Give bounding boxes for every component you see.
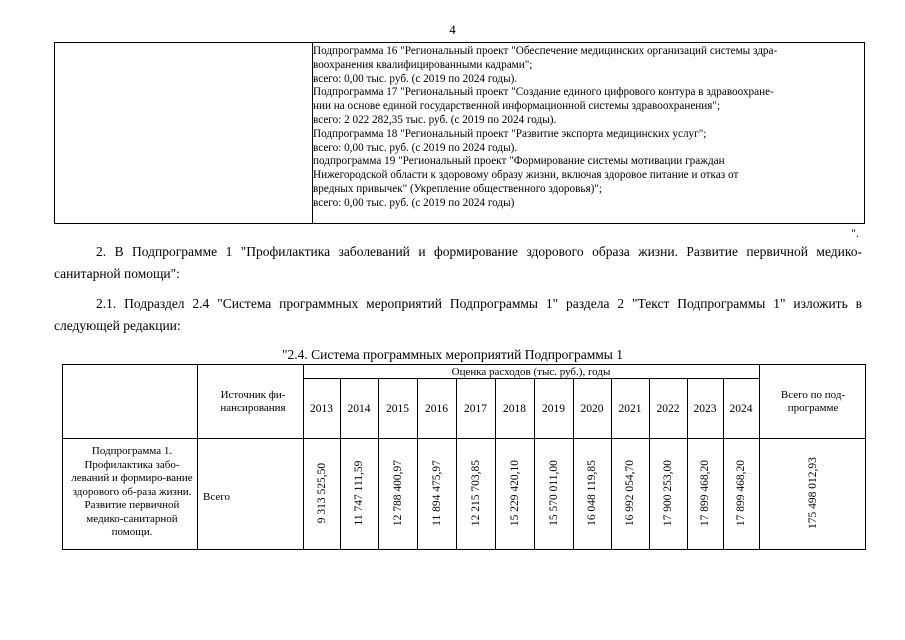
row-total: 175 498 012,93 [807, 457, 819, 529]
text-line: Нижегородской области к здоровому образу жизни, включая здоровое питание и отказ от [313, 169, 739, 182]
year-value: 15 229 420,10 [508, 459, 521, 527]
header-total: Всего по под-программе [780, 389, 846, 414]
year-value: 11 894 475,97 [430, 460, 443, 526]
year-header: 2021 [618, 403, 642, 415]
year-header: 2020 [580, 403, 604, 415]
table-title: "2.4. Система программных мероприятий Подпрограммы 1 [281, 347, 623, 362]
page-number: 4 [449, 22, 456, 37]
year-header: 2015 [386, 403, 409, 415]
text-line: всего: 0,00 тыс. руб. (с 2019 по 2024 годы). [313, 141, 518, 154]
year-value: 17 899 468,20 [699, 459, 711, 527]
text-line: всего: 0,00 тыс. руб. (с 2019 по 2024 годы) [313, 196, 515, 209]
empty-left-cell [55, 43, 313, 223]
year-header: 2016 [425, 403, 448, 415]
year-header: 2014 [347, 403, 371, 415]
header-costs: Оценка расходов (тыс. руб.), годы [451, 366, 611, 378]
text-line: воохранения квалифицированными кадрами"; [313, 58, 533, 71]
year-value: 17 899 468,20 [735, 459, 747, 527]
text-line: всего: 0,00 тыс. руб. (с 2019 по 2024 годы). [313, 72, 518, 85]
closing-quote: ". [851, 226, 859, 240]
text-line: Подпрограмма 16 "Региональный проект "Обеспечение медицинских организаций системы здра- [313, 45, 778, 57]
text-line: Подпрограмма 18 "Региональный проект "Развитие экспорта медицинских услуг"; [313, 127, 707, 140]
year-header: 2022 [656, 403, 680, 415]
row-name: Подпрограмма 1. Профилактика забо-леваний и формиро-вание здорового об-раза жизни. Развитие первичной медико-санитарной помощи. [71, 445, 193, 538]
year-value: 12 215 703,85 [469, 459, 482, 527]
grid-line [759, 365, 760, 549]
subprogram-list-cell [313, 45, 858, 211]
year-value: 9 313 525,50 [315, 462, 328, 524]
year-value: 16 992 054,70 [624, 459, 636, 527]
text-line: вредных привычек" (Укрепление общественного здоровья)"; [313, 182, 603, 195]
text-line: подпрограмма 19 "Региональный проект "Формирование системы мотивации граждан [313, 155, 725, 168]
year-header: 2018 [503, 403, 526, 415]
text-line: всего: 2 022 282,35 тыс. руб. (с 2019 по 2024 годы). [313, 113, 557, 126]
year-header: 2024 [729, 403, 753, 415]
text-line: Подпрограмма 17 "Региональный проект "Создание единого цифрового контура в здравоохране- [313, 86, 774, 99]
continued-table [54, 42, 865, 224]
year-value: 12 788 400,97 [391, 459, 404, 527]
grid-line [303, 378, 759, 379]
year-value: 16 048 119,85 [586, 460, 598, 526]
year-header: 2013 [310, 403, 333, 415]
paragraph-1: 2. В Подпрограмме 1 "Профилактика заболеваний и формирование здорового образа жизни. Развитие первичной медико-санитарной помощи": [54, 244, 862, 281]
year-value: 11 747 111,59 [353, 460, 365, 526]
year-header: 2017 [464, 403, 487, 415]
expenditure-table [62, 364, 866, 550]
text-line: нии на основе единой государственной информационной системы здравоохранения"; [313, 100, 721, 113]
year-value: 17 900 253,00 [662, 459, 674, 527]
grid-line [303, 365, 304, 549]
year-header: 2023 [693, 403, 717, 415]
paragraph-2: 2.1. Подраздел 2.4 "Система программных мероприятий Подпрограммы 1" раздела 2 "Текст Подпрограммы 1" изложить в следующей редакции: [54, 296, 862, 333]
year-value: 15 570 011,00 [547, 460, 560, 526]
row-source: Всего [203, 491, 230, 503]
header-source: Источник фи-нансирования [220, 389, 286, 414]
grid-line [197, 365, 198, 549]
year-header: 2019 [542, 403, 565, 415]
